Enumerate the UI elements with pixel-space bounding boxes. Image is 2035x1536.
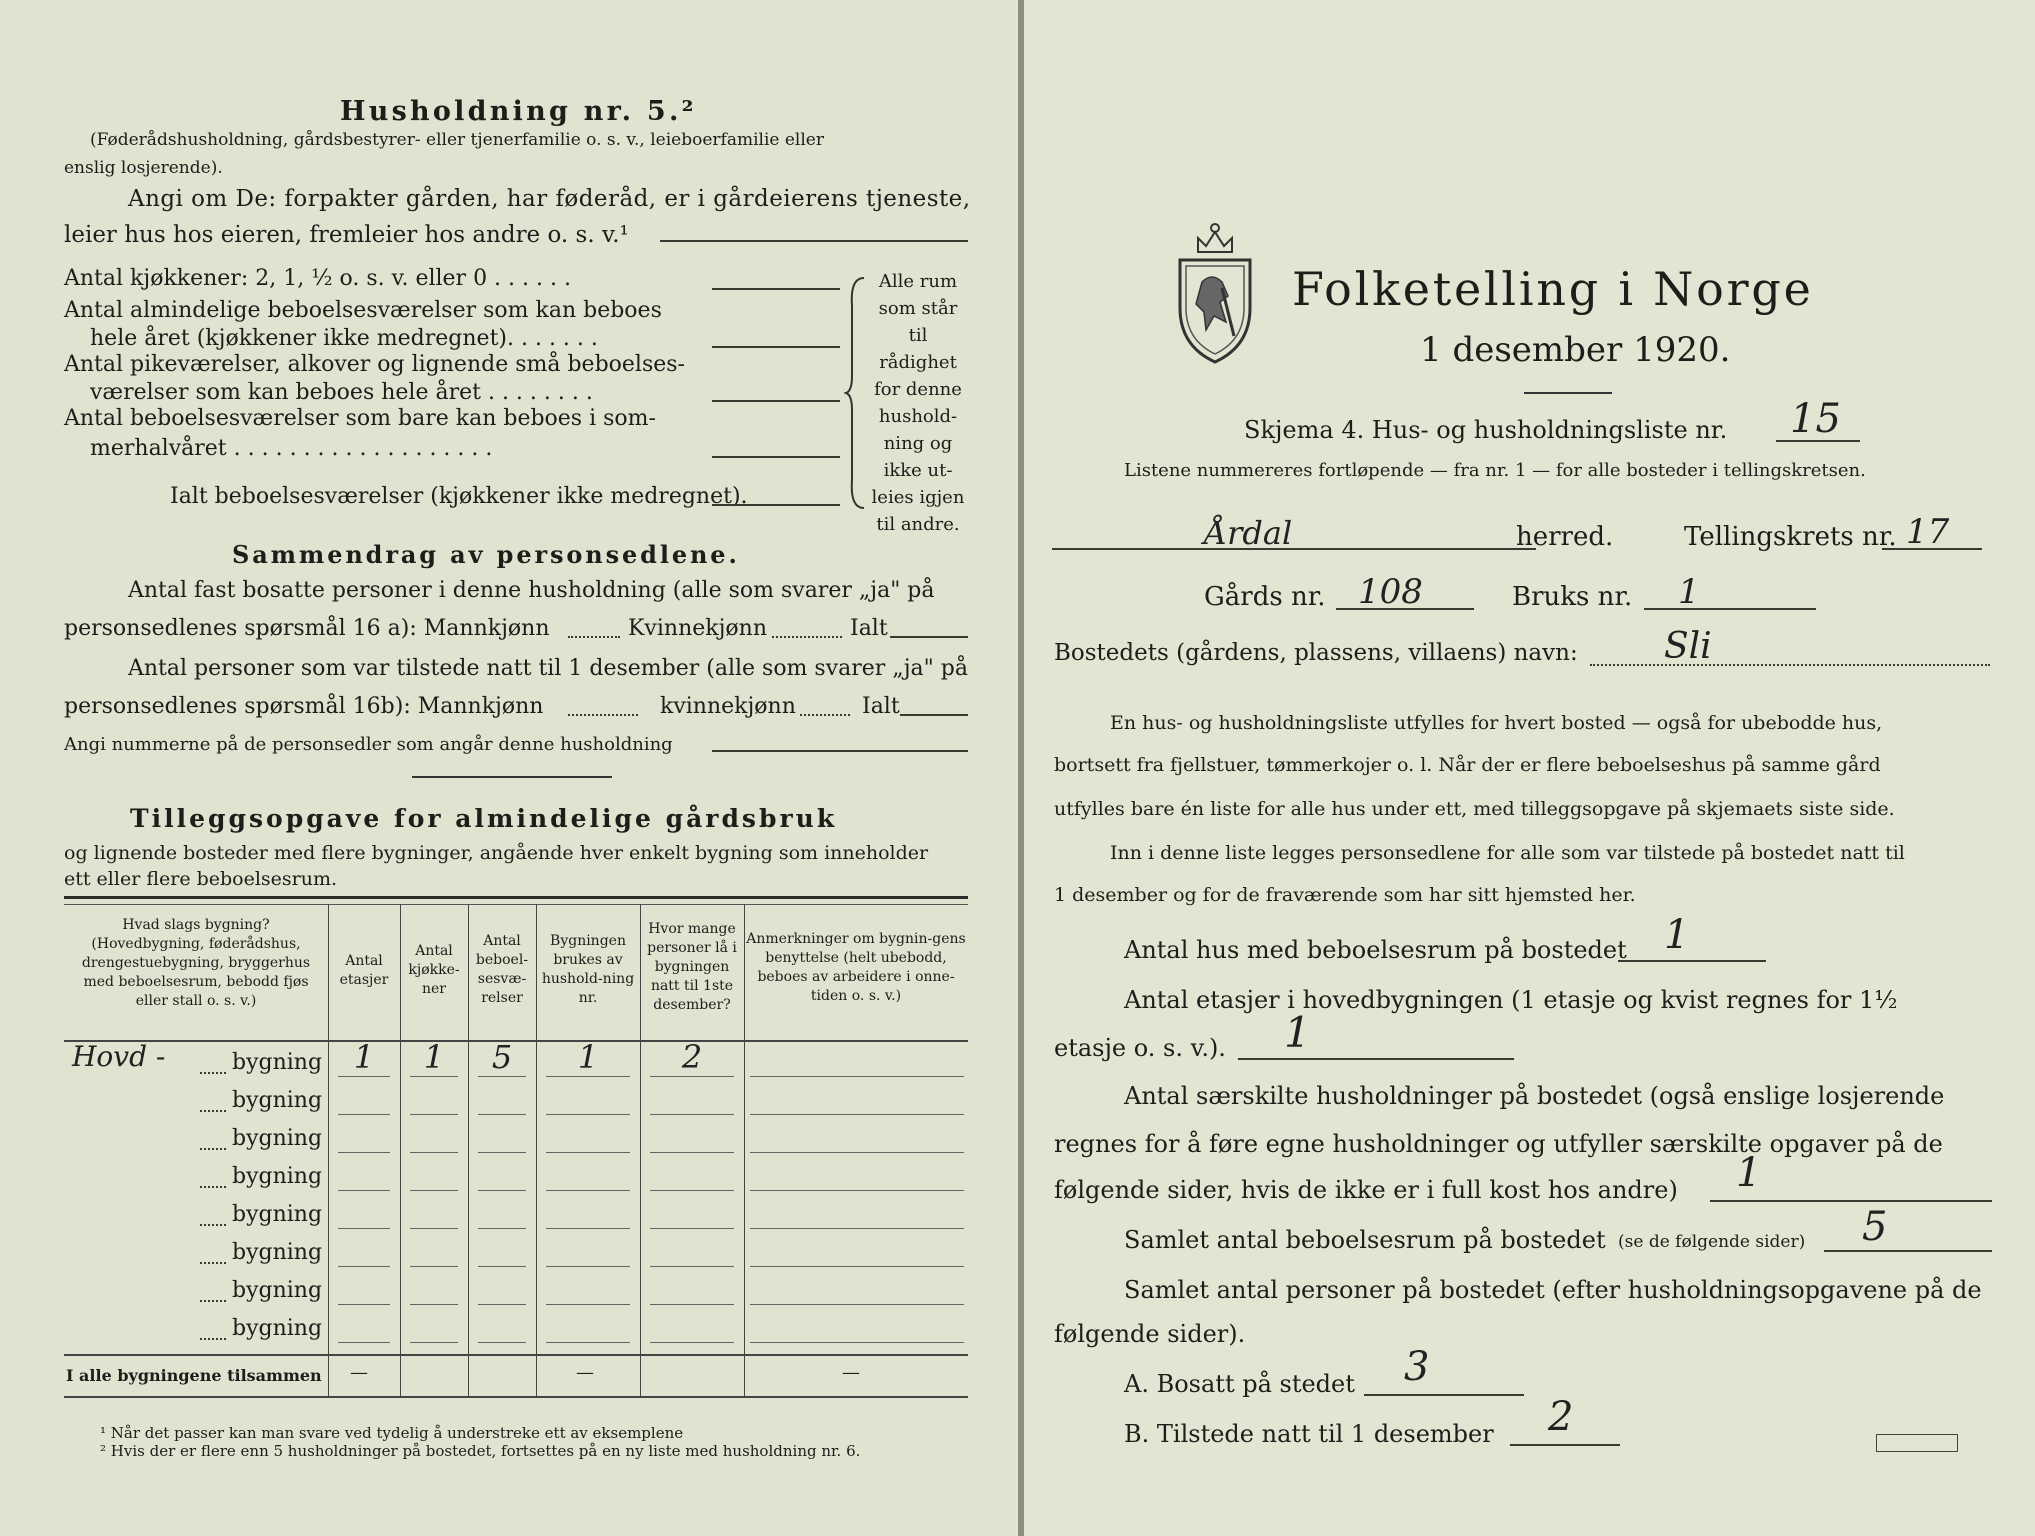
cell-line [338,1190,390,1191]
printer-stamp [1876,1434,1958,1452]
cell-line [650,1228,734,1229]
info-line-2: bortsett fra fjellstuer, tømmerkojer o. l. Når der er flere beboelseshus på samme gård [1054,754,1881,776]
bruks-value[interactable]: 1 [1678,572,1700,612]
schema-label: Skjema 4. Hus- og husholdningsliste nr. [1244,416,1728,444]
tillegg-line-2: ett eller flere beboelsesrum. [64,868,338,890]
kitchens-question: Antal kjøkkener: 2, 1, ½ o. s. v. eller 0 . . . . . . [64,266,571,291]
cell-line [546,1114,630,1115]
resident-male-answer[interactable] [568,636,620,638]
cell-line [546,1304,630,1305]
brace-note-line: rådighet [879,352,957,373]
brace-note-line: Alle rum [878,271,958,292]
cell-line [338,1342,390,1343]
cell-etasjer[interactable]: 1 [353,1038,375,1076]
small-rooms-answer[interactable] [712,400,840,402]
cell-line [546,1152,630,1153]
total-rooms-label: Samlet antal beboelsesrum på bostedet [1124,1226,1606,1254]
cell-rum[interactable]: 5 [491,1038,513,1076]
cell-line [650,1190,734,1191]
census-date: 1 desember 1920. [1420,330,1731,370]
household-title: Husholdning nr. 5.² [340,96,697,127]
kitchens-answer[interactable] [712,288,840,290]
present-total-answer[interactable] [900,714,968,716]
cell-line [410,1266,458,1267]
rooms-question-2: hele året (kjøkkener ikke medregnet). . . . . . . [90,326,598,351]
resident-value[interactable]: 3 [1404,1344,1430,1390]
cell-line [478,1228,526,1229]
footnote-2: ² Hvis der er flere enn 5 husholdninger på bostedet, fortsettes på en ny liste med husholdning nr. 6. [100,1442,861,1460]
cell-line [546,1076,630,1077]
small-rooms-question-2: værelser som kan beboes hele året . . . . . . . . [90,380,593,405]
header-rooms: Antal beboel-sesvæ-relser [475,933,529,1006]
bosted-value[interactable]: Sli [1664,626,1712,667]
bosted-line [1590,664,1990,666]
cell-line [410,1304,458,1305]
title-divider [1524,392,1612,394]
building-name-line [200,1186,226,1188]
cell-line [546,1342,630,1343]
tillegg-title: Tilleggsopgave for almindelige gårdsbruk [130,804,838,833]
angi-line-2: leier hus hos eieren, fremleier hos andre o. s. v.¹ [64,222,629,248]
household-subtitle-2: enslig losjerende). [64,158,223,178]
cell-line [410,1152,458,1153]
cell-line [338,1152,390,1153]
total-household-dash: — [576,1362,594,1383]
brace-note [868,268,968,538]
brace-note-line: som står til [878,298,958,346]
building-label: bygning [232,1316,323,1341]
cell-line [410,1190,458,1191]
households-line-1: Antal særskilte husholdninger på bostedet (også enslige losjerende [1124,1082,1945,1110]
rooms-question-1: Antal almindelige beboelsesværelser som kan beboes [64,298,662,323]
cell-line [546,1190,630,1191]
census-title: Folketelling i Norge [1292,262,1814,316]
krets-value[interactable]: 17 [1906,512,1950,552]
right-page [1024,0,2035,1536]
header-remarks: Anmerkninger om bygnin-gens benyttelse (helt ubebodd, beboes av arbeidere i onne-tiden o. s. v.) [746,931,966,1004]
angi-answer-line[interactable] [660,240,968,242]
present-female-label: kvinnekjønn [660,694,796,719]
building-name-line [200,1300,226,1302]
households-value[interactable]: 1 [1736,1150,1762,1196]
households-line-2: regnes for å føre egne husholdninger og utfyller særskilte opgaver på de [1054,1130,1943,1158]
houses-line [1618,960,1766,962]
summer-rooms-question-2: merhalvåret . . . . . . . . . . . . . . . . . . . [90,436,493,461]
resident-female-answer[interactable] [772,636,842,638]
cell-line [478,1342,526,1343]
cell-line [546,1266,630,1267]
personsedler-answer[interactable] [712,750,968,752]
building-name-line [200,1072,226,1074]
cell-line [650,1304,734,1305]
remarks-line[interactable] [750,1304,964,1305]
header-floors: Antal etasjer [339,953,389,988]
total-rooms-answer[interactable] [712,504,840,506]
present-total-label: Ialt [862,694,900,719]
resident-total-label: Ialt [850,616,888,641]
rooms-answer[interactable] [712,346,840,348]
houses-value[interactable]: 1 [1664,912,1690,958]
cell-line [410,1076,458,1077]
brace-note-line: til andre. [876,514,960,535]
remarks-line[interactable] [750,1190,964,1191]
cell-line [478,1190,526,1191]
total-rooms-question: Ialt beboelsesværelser (kjøkkener ikke medregnet). [170,484,748,509]
building-label: bygning [232,1278,323,1303]
personsedler-label: Angi nummerne på de personsedler som angår denne husholdning [64,734,673,755]
cell-line [650,1152,734,1153]
header-building-type: Hvad slags bygning? (Hovedbygning, føderådshus, drengestuebygning, bryggerhus med beboelsesrum, bebodd fjøs eller stall o. s. v.) [81,917,311,1009]
building-name-line [200,1110,226,1112]
info-line-4: Inn i denne liste legges personsedlene for alle som var tilstede på bostedet natt til [1110,842,1905,864]
info-line-3: utfylles bare én liste for alle hus under ett, med tilleggsopgave på skjemaets siste side. [1054,798,1895,820]
total-rooms-note: (se de følgende sider) [1618,1232,1806,1252]
total-remarks-dash: — [842,1362,860,1383]
cell-line [478,1114,526,1115]
present-label: B. Tilstede natt til 1 desember [1124,1420,1494,1448]
remarks-line[interactable] [750,1342,964,1343]
present-female-answer[interactable] [800,714,850,716]
cell-line [478,1152,526,1153]
cell-line [338,1266,390,1267]
bruks-line [1644,608,1816,610]
cell-line [338,1228,390,1229]
remarks-line[interactable] [750,1076,964,1077]
summer-rooms-question-1: Antal beboelsesværelser som bare kan beboes i som- [64,406,656,431]
floors-value[interactable]: 1 [1284,1008,1311,1057]
households-line-3: følgende sider, hvis de ikke er i full kost hos andre) [1054,1176,1678,1204]
bruks-label: Bruks nr. [1512,582,1633,612]
gards-label: Gårds nr. [1204,582,1326,612]
cell-line [546,1228,630,1229]
present-male-answer[interactable] [568,714,638,716]
summer-rooms-answer[interactable] [712,456,840,458]
herred-label: herred. [1516,522,1614,552]
cell-personer[interactable]: 2 [681,1038,703,1076]
cell-husholdning[interactable]: 1 [577,1038,599,1076]
cell-line [410,1228,458,1229]
persons-line-1: Samlet antal personer på bostedet (efter husholdningsopgavene på de [1124,1276,1982,1304]
brace-note-line: ikke ut- [883,460,953,481]
section-divider [412,776,612,778]
cell-line [650,1266,734,1267]
header-kitchens: Antal kjøkke-ner [408,943,460,997]
households-line [1710,1200,1992,1202]
brace-note-line: hushold- [878,406,958,427]
info-line-5: 1 desember og for de fraværende som har sitt hjemsted her. [1054,884,1636,906]
header-household-no: Bygningen brukes av hushold-ning nr. [541,933,635,1006]
building-label: bygning [232,1088,323,1113]
resident-label: A. Bosatt på stedet [1124,1370,1355,1398]
building-label: bygning [232,1202,323,1227]
angi-line-1: Angi om De: forpakter gården, har føderåd, er i gårdeierens tjeneste, [128,186,971,212]
remarks-line[interactable] [750,1152,964,1153]
brace-note-line: ning og [883,433,953,454]
cell-line [478,1304,526,1305]
cell-line [410,1114,458,1115]
cell-line [338,1114,390,1115]
present-value[interactable]: 2 [1548,1394,1574,1440]
cell-line [650,1076,734,1077]
building-label: bygning [232,1240,323,1265]
total-rooms-value[interactable]: 5 [1862,1204,1888,1250]
building-label: bygning [232,1050,323,1075]
info-line-1: En hus- og husholdningsliste utfylles for hvert bosted — også for ubebodde hus, [1110,712,1883,734]
krets-label: Tellingskrets nr. [1684,522,1897,552]
building-name-line [200,1338,226,1340]
building-label: bygning [232,1126,323,1151]
total-row-label: I alle bygningene tilsammen [66,1366,322,1385]
tillegg-line-1: og lignende bosteder med flere bygninger, angående hver enkelt bygning som inneholder [64,842,929,864]
resident-total-answer[interactable] [890,636,968,638]
building-name-line [200,1262,226,1264]
floors-line-2: etasje o. s. v.). [1054,1034,1226,1062]
norway-coat-of-arms-icon [1170,218,1260,366]
household-subtitle-1: (Føderådshusholdning, gårdsbestyrer- eller tjenerfamilie o. s. v., leieboerfamilie eller [90,130,824,150]
present-line [1510,1444,1620,1446]
cell-line [338,1304,390,1305]
cell-line [410,1342,458,1343]
summary-line-1: Antal fast bosatte personer i denne husholdning (alle som svarer „ja" på [128,578,935,603]
cell-line [478,1266,526,1267]
footnote-1: ¹ Når det passer kan man svare ved tydelig å understreke ett av eksemplene [100,1424,684,1442]
herred-value[interactable]: Årdal [1204,514,1293,552]
cell-line [650,1342,734,1343]
building-label: bygning [232,1164,323,1189]
summary-line-3: Antal personer som var tilstede natt til 1 desember (alle som svarer „ja" på [128,656,968,681]
cell-line [650,1114,734,1115]
building-name-line [200,1148,226,1150]
houses-label: Antal hus med beboelsesrum på bostedet [1124,936,1627,964]
small-rooms-question-1: Antal pikeværelser, alkover og lignende små beboelses- [64,352,685,377]
summary-line-2: personsedlenes spørsmål 16 a): Mannkjønn [64,616,550,641]
total-floors-dash: — [350,1362,368,1383]
cell-kjokkener[interactable]: 1 [423,1038,445,1076]
persons-line-2: følgende sider). [1054,1320,1246,1348]
summary-title: Sammendrag av personsedlene. [232,540,740,569]
header-persons: Hvor mange personer lå i bygningen natt til 1ste desember? [647,921,737,1013]
herred-line [1052,548,1536,550]
floors-line [1238,1058,1514,1060]
resident-female-label: Kvinnekjønn [628,616,767,641]
remarks-line[interactable] [750,1228,964,1229]
total-rooms-line [1824,1250,1992,1252]
resident-line [1364,1394,1524,1396]
brace-icon [844,276,868,510]
brace-note-line: for denne [874,379,962,400]
summary-line-4: personsedlenes spørsmål 16b): Mannkjønn [64,694,544,719]
bosted-label: Bostedets (gårdens, plassens, villaens) navn: [1054,640,1578,666]
floors-line-1: Antal etasjer i hovedbygningen (1 etasje og kvist regnes for 1½ [1124,986,1898,1014]
listene-note: Listene nummereres fortløpende — fra nr. 1 — for alle bosteder i tellingskretsen. [1124,460,1866,481]
building-name[interactable]: Hovd - [72,1040,166,1073]
building-name-line [200,1224,226,1226]
remarks-line[interactable] [750,1266,964,1267]
gards-value[interactable]: 108 [1358,572,1423,612]
brace-note-line: leies igjen [871,487,965,508]
schema-number[interactable]: 15 [1790,396,1841,442]
cell-line [478,1076,526,1077]
remarks-line[interactable] [750,1114,964,1115]
cell-line [338,1076,390,1077]
